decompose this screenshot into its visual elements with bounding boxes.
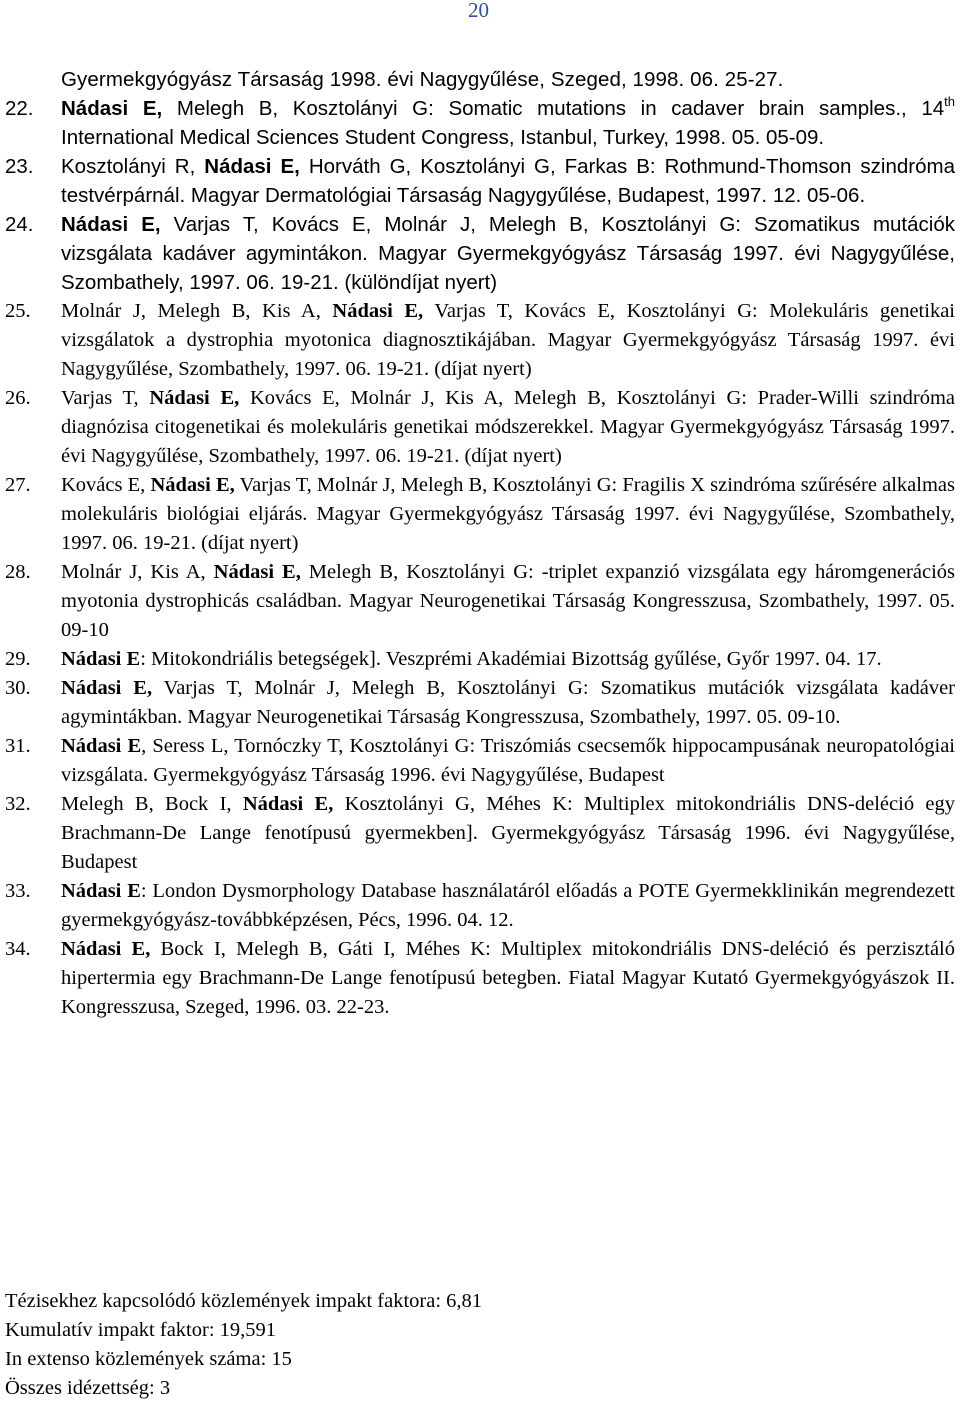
reference-text: Nádasi E, Melegh B, Kosztolányi G: Somatic mutations in cadaver brain samples., 14th International Medical Sciences Student Congress, Istanbul, Turkey, 1998. 05. 05-09. — [61, 94, 955, 149]
reference-item-26 — [5, 384, 955, 471]
reference-text: Melegh B, Bock I, Nádasi E, Kosztolányi G, Méhes K: Multiplex mitokondriális DNS-deléció egy Brachmann-De Lange fenotípusú gyermekben]. Gyermekgyógyász Társaság 1996. évi Nagygyűlése, Budapest — [61, 793, 955, 873]
reference-number: 32. — [5, 793, 31, 815]
reference-continuation: Gyermekgyógyász Társaság 1998. évi Nagygyűlése, Szeged, 1998. 06. 25-27. — [61, 68, 784, 91]
reference-text: Varjas T, Nádasi E, Kovács E, Molnár J, Kis A, Melegh B, Kosztolányi G: Prader-Willi szindróma diagnózisa citogenetikai és molekuláris genetikai módszerekkel. Magyar Gyermekgyógyász Társaság 1997. évi Nagygyűlése, Szombathely, 1997. 06. 19-21. (díjat nyert) — [61, 387, 955, 467]
reference-text: Kovács E, Nádasi E, Varjas T, Molnár J, Melegh B, Kosztolányi G: Fragilis X szindróma szűrésére alkalmas molekuláris biológiai eljárás. Magyar Gyermekgyógyász Társaság 1997. évi Nagygyűlése, Szombathely, 1997. 06. 19-21. (díjat nyert) — [61, 474, 955, 554]
impact-factor-line: Tézisekhez kapcsolódó közlemények impakt faktora: 6,81 — [5, 1290, 483, 1312]
reference-number: 25. — [5, 300, 31, 322]
in-extenso-count-line: In extenso közlemények száma: 15 — [5, 1348, 292, 1370]
reference-number: 31. — [5, 735, 31, 757]
reference-item-31 — [5, 732, 955, 790]
reference-item-33 — [5, 877, 955, 935]
reference-item-27 — [5, 471, 955, 558]
reference-number: 33. — [5, 880, 31, 902]
citation-count-line: Összes idézettség: 3 — [5, 1377, 171, 1399]
reference-number: 24. — [5, 213, 34, 236]
reference-item-24 — [5, 210, 955, 297]
reference-number: 29. — [5, 648, 31, 670]
reference-text: Molnár J, Kis A, Nádasi E, Melegh B, Kosztolányi G: -triplet expanzió vizsgálata egy háromgenerációs myotonia dystrophicás családban. Magyar Neurogenetikai Társaság Kongresszusa, Szombathely, 1997. 05. 09-10 — [61, 561, 955, 641]
reference-number: 30. — [5, 677, 31, 699]
reference-number: 27. — [5, 474, 31, 496]
reference-text: Nádasi E, Varjas T, Molnár J, Melegh B, Kosztolányi G: Szomatikus mutációk vizsgálata kadáver agymintákban. Magyar Neurogenetikai Társaság Kongresszusa, Szombathely, 1997. 05. 09-10. — [61, 677, 955, 728]
reference-number: 26. — [5, 387, 31, 409]
reference-item-23 — [5, 152, 955, 210]
reference-item-32 — [5, 790, 955, 877]
reference-item-22 — [5, 94, 955, 152]
page-number: 20 — [468, 0, 489, 22]
reference-item-29 — [5, 645, 955, 674]
cumulative-impact-line: Kumulatív impakt faktor: 19,591 — [5, 1319, 277, 1341]
reference-number: 22. — [5, 97, 34, 120]
reference-number: 28. — [5, 561, 31, 583]
reference-item-34 — [5, 935, 955, 1022]
reference-text: Nádasi E, Bock I, Melegh B, Gáti I, Méhes K: Multiplex mitokondriális DNS-deléció és perzisztáló hipertermia egy Brachmann-De Lange fenotípusú betegben. Fiatal Magyar Kutató Gyermekgyógyászok II. Kongresszusa, Szeged, 1996. 03. 22-23. — [61, 938, 955, 1018]
reference-text: Nádasi E: London Dysmorphology Database használatáról előadás a POTE Gyermekklinikán megrendezett gyermekgyógyász-továbbképzésen, Pécs, 1996. 04. 12. — [61, 880, 955, 931]
reference-number: 23. — [5, 155, 34, 178]
publication-summary — [5, 1287, 482, 1403]
reference-text: Nádasi E: Mitokondriális betegségek]. Veszprémi Akadémiai Bizottság gyűlése, Győr 1997. 04. 17. — [61, 648, 882, 670]
reference-list — [5, 65, 955, 1022]
reference-item-28 — [5, 558, 955, 645]
reference-number: 34. — [5, 938, 31, 960]
reference-text: Kosztolányi R, Nádasi E, Horváth G, Kosztolányi G, Farkas B: Rothmund-Thomson szindróma testvérpárnál. Magyar Dermatológiai Társaság Nagygyűlése, Budapest, 1997. 12. 05-06. — [61, 155, 955, 207]
reference-text: Nádasi E, Seress L, Tornóczky T, Kosztolányi G: Triszómiás csecsemők hippocampusának neuropatológiai vizsgálata. Gyermekgyógyász Társaság 1996. évi Nagygyűlése, Budapest — [61, 735, 955, 786]
reference-item-30 — [5, 674, 955, 732]
reference-text: Molnár J, Melegh B, Kis A, Nádasi E, Varjas T, Kovács E, Kosztolányi G: Molekuláris genetikai vizsgálatok a dystrophia myotonica diagnosztikájában. Magyar Gyermekgyógyász Társaság 1997. évi Nagygyűlése, Szombathely, 1997. 06. 19-21. (díjat nyert) — [61, 300, 955, 380]
reference-text: Nádasi E, Varjas T, Kovács E, Molnár J, Melegh B, Kosztolányi G: Szomatikus mutációk vizsgálata kadáver agymintákon. Magyar Gyermekgyógyász Társaság 1997. évi Nagygyűlése, Szombathely, 1997. 06. 19-21. (különdíjat nyert) — [61, 213, 955, 294]
reference-item-25 — [5, 297, 955, 384]
